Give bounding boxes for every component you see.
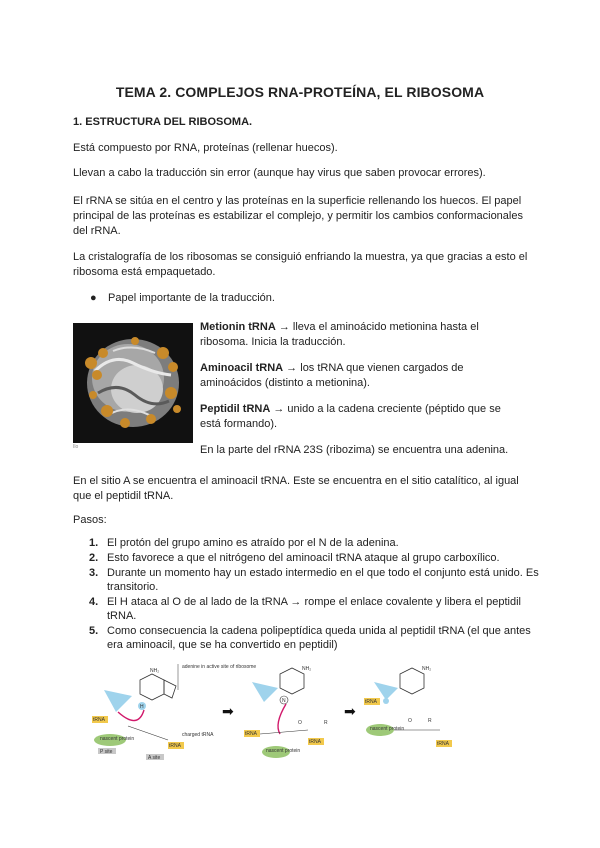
n-label: N — [282, 698, 286, 704]
paragraph-site-a: En el sitio A se encuentra el aminoacil tRNA. Este se encuentra en el sitio catalítico, al igual que el peptidil tRNA. — [73, 475, 519, 502]
step-number: 3. — [89, 567, 99, 579]
definition-peptidil — [200, 402, 520, 432]
definition-text: lleva el aminoácido metionina hasta el ribosoma. Inicia la traducción. — [200, 321, 479, 348]
pasos-label: Pasos: — [73, 514, 107, 526]
paragraph: Llevan a cabo la traducción sin error (aunque hay virus que saben provocar errores). — [73, 167, 486, 179]
steps-list — [73, 536, 543, 653]
nh2-label: NH₂ — [150, 668, 160, 674]
o-label: O — [298, 720, 302, 726]
paragraph: El rRNA se sitúa en el centro y las proteínas en la superficie rellenando los huecos. El papel principal de las proteínas es estabilizar el complejo, y permitir los cambios conformacionales del rRNA. — [73, 195, 523, 237]
adenine-note: En la parte del rRNA 23S (ribozima) se encuentra una adenina. — [200, 444, 509, 456]
section-heading: 1. ESTRUCTURA DEL RIBOSOMA. — [73, 116, 253, 128]
trna-label: tRNA — [309, 739, 321, 745]
electron-arrow — [278, 704, 286, 734]
step-item — [73, 566, 543, 594]
step-number: 2. — [89, 552, 99, 564]
definition-metionin — [200, 320, 520, 350]
step-number: 1. — [89, 537, 99, 549]
charged-trna-label: charged tRNA — [182, 732, 214, 738]
step-text: El protón del grupo amino es atraído por el N de la adenina. — [107, 537, 399, 549]
mechanism-panel-2 — [244, 666, 328, 758]
step-item — [73, 595, 543, 623]
r-label: R — [324, 720, 328, 726]
arrow-glyph: → — [283, 362, 301, 374]
trna-label: tRNA — [245, 731, 257, 737]
step-item — [73, 624, 543, 652]
trna-label: tRNA — [93, 717, 105, 723]
trna-label: tRNA — [169, 743, 181, 749]
adenine-label: adenine in active site of ribosome — [182, 664, 257, 670]
step-text: Esto favorece a que el nitrógeno del aminoacil tRNA ataque al grupo carboxílico. — [107, 552, 500, 564]
nascent-label: nascent protein — [370, 726, 405, 732]
ribosome-shape-icon — [104, 690, 132, 712]
ribosome-shape-icon — [252, 682, 278, 702]
ribosome-shape-icon — [374, 682, 398, 700]
nascent-label: nascent protein — [266, 748, 301, 754]
ribosome-structure-image — [73, 323, 193, 443]
trna-label: tRNA — [365, 699, 377, 705]
step-text: Durante un momento hay un estado intermedio en el que todo el conjunto está unido. Es transitorio. — [107, 567, 539, 593]
r-label: R — [428, 718, 432, 724]
arrow-right-icon: ➡ — [222, 704, 234, 720]
h-label: H — [140, 704, 144, 710]
definition-aminoacil — [200, 361, 520, 391]
p-site-label: P site — [100, 749, 113, 755]
image-caption: Ilo — [73, 444, 79, 450]
definition-text: unido a la cadena creciente (péptido que se está formando). — [200, 403, 501, 430]
bullet-dot: ● — [90, 292, 97, 304]
definition-text: los tRNA que vienen cargados de aminoácidos (distinto a metionina). — [200, 362, 464, 389]
definition-term: Peptidil tRNA — [200, 403, 271, 415]
nh2-label: NH₂ — [422, 666, 432, 672]
step-number: 4. — [89, 596, 99, 608]
definition-term: Aminoacil tRNA — [200, 362, 284, 374]
step-item — [73, 536, 543, 550]
o-label: O — [408, 718, 412, 724]
electron-arrow — [118, 710, 144, 721]
arrow-right-icon: ➡ — [344, 704, 356, 720]
step-text: Como consecuencia la cadena polipeptídica queda unida al peptidil tRNA (el que antes era aminoacil, que se ha convertido en peptidil) — [107, 625, 531, 651]
definition-term: Metionin tRNA — [200, 321, 276, 333]
arrow-glyph: → — [270, 403, 288, 415]
page-title: TEMA 2. COMPLEJOS RNA-PROTEÍNA, EL RIBOSOMA — [115, 84, 485, 100]
paragraph: Está compuesto por RNA, proteínas (rellenar huecos). — [73, 142, 338, 154]
trna-label: tRNA — [437, 741, 449, 747]
nh2-label: NH₂ — [302, 666, 312, 672]
nascent-label: nascent protein — [100, 736, 135, 742]
mechanism-panel-3 — [364, 666, 452, 747]
oh-circle — [383, 698, 389, 704]
bullet-text: Papel importante de la traducción. — [108, 292, 275, 304]
peptidyl-transfer-mechanism-figure — [88, 660, 468, 768]
step-text: El H ataca al O de al lado de la tRNA → rompe el enlace covalente y libera el peptidil tRNA. — [107, 596, 521, 622]
step-number: 5. — [89, 625, 99, 637]
paragraph: La cristalografía de los ribosomas se consiguió enfriando la muestra, ya que gracias a esto el ribosoma está empaquetado. — [73, 251, 528, 278]
step-item — [73, 551, 543, 565]
a-site-label: A site — [148, 755, 161, 761]
arrow-glyph: → — [275, 321, 293, 333]
bullet-item — [90, 292, 275, 304]
